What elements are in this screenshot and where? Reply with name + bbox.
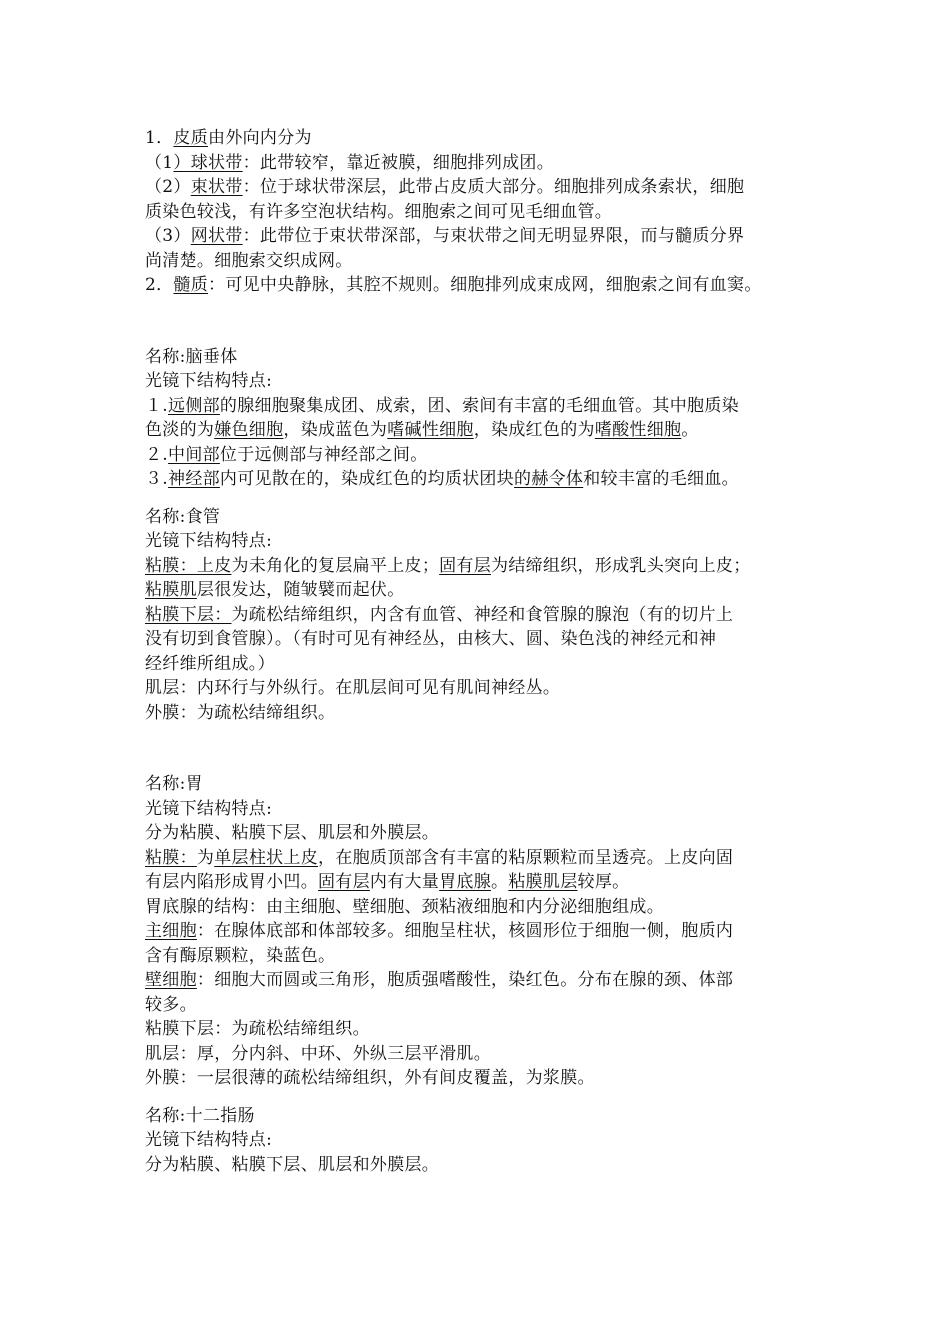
text-line xyxy=(145,126,825,151)
section-spacer xyxy=(145,1091,825,1104)
text-line xyxy=(145,870,825,895)
underlined-term: 粘膜肌 xyxy=(145,580,197,600)
text-run: 名称:胃 xyxy=(145,774,203,794)
text-run: １. xyxy=(145,395,169,416)
section-adrenal-cortex-medulla xyxy=(145,126,825,298)
text-line xyxy=(145,968,825,993)
text-line xyxy=(145,554,825,579)
text-run: ３. xyxy=(145,469,169,489)
text-line xyxy=(145,175,825,200)
text-line xyxy=(145,1042,825,1067)
text-run: 分为粘膜、粘膜下层、肌层和外膜层。 xyxy=(145,1154,440,1175)
text-run: 层很发达，随皱襞而起伏。 xyxy=(196,580,405,600)
underlined-term: 神经部 xyxy=(168,469,220,489)
underlined-term: 主细胞 xyxy=(145,921,197,941)
text-run: 的腺细胞聚集成团、成索，团、索间有丰富的毛细血管。其中胞质染 xyxy=(219,395,739,416)
text-run: 名称:脑垂体 xyxy=(145,346,238,367)
underlined-term: 嗜碱性细胞 xyxy=(387,420,474,440)
underlined-term: 的赫令体 xyxy=(514,469,584,489)
text-run: ２. xyxy=(145,444,169,465)
text-line xyxy=(145,394,825,419)
underlined-term: 粘膜： xyxy=(145,847,197,868)
section-stomach xyxy=(145,772,825,1091)
text-run: 由外向内分为 xyxy=(208,128,312,148)
section-esophagus xyxy=(145,505,825,726)
text-run: ：此带位于束状带深部，与束状带之间无明显界限，而与髓质分界 xyxy=(242,226,745,246)
text-line xyxy=(145,200,825,225)
text-run: 名称:十二指肠 xyxy=(145,1105,255,1126)
text-line xyxy=(145,919,825,944)
text-run: （3） xyxy=(145,226,191,246)
text-run: 尚清楚。细胞索交织成网。 xyxy=(145,250,353,271)
text-line xyxy=(145,1104,825,1129)
text-line xyxy=(145,676,825,701)
underlined-term: 中间部 xyxy=(168,444,220,465)
text-line xyxy=(145,1153,825,1178)
underlined-term: 固有层 xyxy=(318,872,370,892)
text-line xyxy=(145,369,825,394)
section-spacer xyxy=(145,725,825,772)
text-line xyxy=(145,846,825,871)
text-line xyxy=(145,1017,825,1042)
text-run: 位于远侧部与神经部之间。 xyxy=(219,444,428,465)
text-line xyxy=(145,467,825,492)
text-run: 。 xyxy=(681,420,699,440)
text-line xyxy=(145,151,825,176)
underlined-term: ）球状带 xyxy=(173,152,243,173)
text-run: ，染成红色的为 xyxy=(473,420,595,440)
underlined-term: 嗜酸性细胞 xyxy=(594,420,682,440)
text-run: 肌层：内环行与外纵行。在肌层间可见有肌间神经丛。 xyxy=(145,678,561,698)
text-run: 光镜下结构特点: xyxy=(145,798,273,819)
text-line xyxy=(145,249,825,274)
text-run: 光镜下结构特点: xyxy=(145,531,273,551)
text-line xyxy=(145,345,825,370)
text-line xyxy=(145,273,825,298)
text-run: ，染成蓝色为 xyxy=(283,420,388,440)
section-spacer xyxy=(145,492,825,505)
underlined-term: 网状带 xyxy=(190,226,243,246)
underlined-term: 上皮 xyxy=(196,555,232,576)
text-line xyxy=(145,652,825,677)
text-run: 分为粘膜、粘膜下层、肌层和外膜层。 xyxy=(145,823,440,843)
text-run: 和较丰富的毛细血。 xyxy=(583,469,739,489)
underlined-term: 单层柱状上皮 xyxy=(214,847,319,868)
text-run: 为疏松结缔组织，内含有血管、神经和食管腺的腺泡（有的切片上 xyxy=(231,604,734,625)
text-line xyxy=(145,603,825,628)
text-run: 较厚。 xyxy=(577,872,630,892)
underlined-term: 远侧部 xyxy=(168,395,220,416)
underlined-term: 粘膜： xyxy=(145,555,197,576)
text-run: 经纤维所组成。） xyxy=(145,653,275,674)
text-line xyxy=(145,944,825,969)
text-line xyxy=(145,1128,825,1153)
text-run: 外膜：一层很薄的疏松结缔组织，外有间皮覆盖，为浆膜。 xyxy=(145,1068,595,1088)
text-run: 肌层：厚，分内斜、中环、外纵三层平滑肌。 xyxy=(145,1043,491,1064)
text-run: 有层内陷形成胃小凹。 xyxy=(145,872,318,892)
text-line xyxy=(145,224,825,249)
underlined-term: 髓质 xyxy=(173,275,209,295)
underlined-term: 皮质 xyxy=(173,128,209,148)
text-run: ：细胞大而圆或三角形，胞质强嗜酸性，染红色。分布在腺的颈、体部 xyxy=(196,970,734,990)
text-line xyxy=(145,418,825,443)
text-run: ：可见中央静脉，其腔不规则。细胞排列成束成网，细胞索之间有血窦。 xyxy=(208,275,762,295)
text-run: ：在腺体底部和体部较多。细胞呈柱状，核圆形位于细胞一侧，胞质内 xyxy=(196,921,734,941)
text-line xyxy=(145,505,825,530)
text-run: 1． xyxy=(145,128,174,148)
section-spacer xyxy=(145,298,825,345)
text-run: （1 xyxy=(145,152,174,173)
text-line xyxy=(145,627,825,652)
text-line xyxy=(145,895,825,920)
text-run: （2） xyxy=(145,177,191,197)
text-run: 色淡的为 xyxy=(145,420,215,440)
section-duodenum xyxy=(145,1104,825,1178)
text-line xyxy=(145,993,825,1018)
text-run: ：位于球状带深层，此带占皮质大部分。细胞排列成条索状，细胞 xyxy=(242,177,745,197)
text-line xyxy=(145,1066,825,1091)
text-run: 胃底腺的结构：由主细胞、壁细胞、颈粘液细胞和内分泌细胞组成。 xyxy=(145,896,664,917)
text-run: 没有切到食管腺）。（有时可见有神经丛，由核大、圆、染色浅的神经元和神 xyxy=(145,629,717,649)
text-run: 质染色较浅，有许多空泡状结构。细胞索之间可见毛细血管。 xyxy=(145,201,613,222)
underlined-term: 粘膜肌层 xyxy=(508,872,578,892)
text-run: 光镜下结构特点: xyxy=(145,371,273,391)
section-pituitary xyxy=(145,345,825,492)
text-run: 名称:食管 xyxy=(145,506,221,527)
text-run: 为结缔组织，形成乳头突向上皮； xyxy=(491,555,751,576)
text-line xyxy=(145,821,825,846)
text-run: 内可见散在的，染成红色的均质状团块 xyxy=(219,469,515,489)
text-run: 粘膜下层：为疏松结缔组织。 xyxy=(145,1019,370,1039)
text-line xyxy=(145,578,825,603)
underlined-term: 粘膜下层： xyxy=(145,604,232,625)
text-run: 。 xyxy=(491,872,509,892)
underlined-term: 胃底腺 xyxy=(439,872,492,892)
underlined-term: 嫌色细胞 xyxy=(214,420,284,440)
text-run: 2． xyxy=(145,275,174,295)
text-run: ：此带较窄，靠近被膜，细胞排列成团。 xyxy=(242,152,555,173)
text-run: 为 xyxy=(196,847,215,868)
text-run: ，在胞质顶部含有丰富的粘原颗粒而呈透亮。上皮向固 xyxy=(318,847,734,868)
text-run: 光镜下结构特点: xyxy=(145,1130,273,1150)
text-line xyxy=(145,772,825,797)
underlined-term: 束状带 xyxy=(190,177,243,197)
underlined-term: 固有层 xyxy=(439,555,492,576)
text-line xyxy=(145,443,825,468)
text-line xyxy=(145,701,825,726)
text-run: 含有酶原颗粒，染蓝色。 xyxy=(145,945,336,966)
text-run: 外膜：为疏松结缔组织。 xyxy=(145,702,336,723)
text-line xyxy=(145,529,825,554)
text-run: 较多。 xyxy=(145,994,197,1015)
text-run: 为未角化的复层扁平上皮； xyxy=(231,555,440,576)
text-run: 内有大量 xyxy=(369,872,440,892)
document-page xyxy=(145,126,825,1177)
underlined-term: 壁细胞 xyxy=(145,970,197,990)
text-line xyxy=(145,797,825,822)
